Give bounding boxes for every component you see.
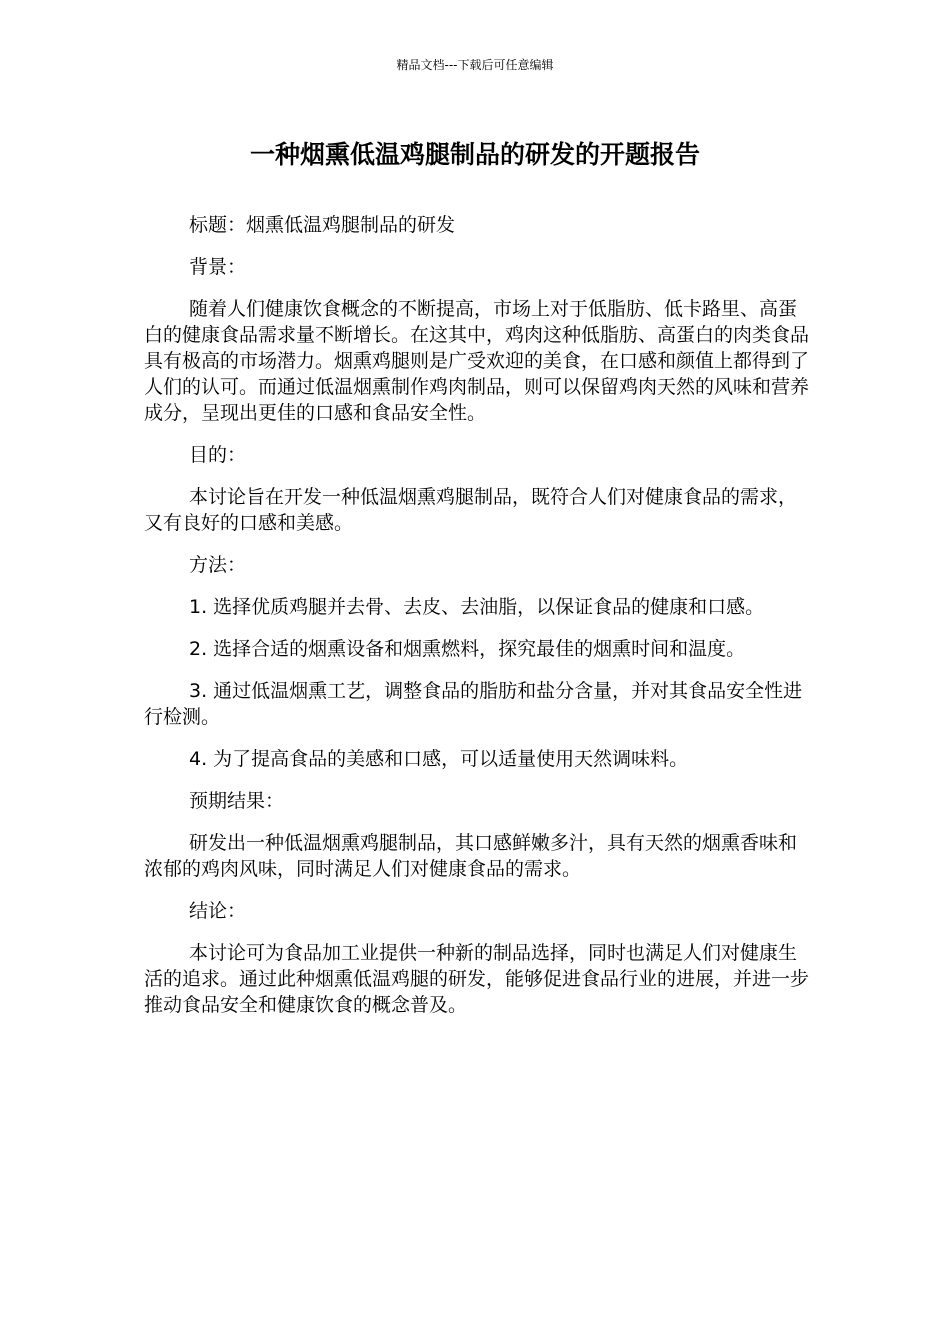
section-heading-method: 方法： xyxy=(189,554,247,576)
method-item-1: 1. 选择优质鸡腿并去骨、去皮、去油脂，以保证食品的健康和口感。 xyxy=(189,596,765,618)
header-note: 精品文档---下载后可任意编辑 xyxy=(396,58,554,72)
section-heading-background: 背景： xyxy=(189,256,247,278)
background-paragraph: 随着人们健康饮食概念的不断提高，市场上对于低脂肪、低卡路里、高蛋白的健康食品需求量不断增长。在这其中，鸡肉这种低脂肪、高蛋白的肉类食品具有极高的市场潜力。烟熏鸡腿则是广受欢迎的美食，在口感和颜值上都得到了人们的认可。而通过低温烟熏制作鸡肉制品，则可以保留鸡肉天然的风味和营养成分，呈现出更佳的口感和食品安全性。 xyxy=(144,298,810,424)
section-heading-conclusion: 结论： xyxy=(189,900,247,922)
purpose-paragraph: 本讨论旨在开发一种低温烟熏鸡腿制品，既符合人们对健康食品的需求，又有良好的口感和美感。 xyxy=(144,486,798,534)
method-item-2: 2. 选择合适的烟熏设备和烟熏燃料，探究最佳的烟熏时间和温度。 xyxy=(189,638,746,660)
title-line: 标题：烟熏低温鸡腿制品的研发 xyxy=(189,214,456,236)
conclusion-paragraph: 本讨论可为食品加工业提供一种新的制品选择，同时也满足人们对健康生活的追求。通过此种烟熏低温鸡腿的研发，能够促进食品行业的进展，并进一步推动食品安全和健康饮食的概念普及。 xyxy=(144,942,810,1016)
document-title: 一种烟熏低温鸡腿制品的研发的开题报告 xyxy=(249,140,700,169)
section-heading-purpose: 目的： xyxy=(189,444,247,466)
expected-results-paragraph: 研发出一种低温烟熏鸡腿制品，其口感鲜嫩多汁，具有天然的烟熏香味和浓郁的鸡肉风味，同时满足人们对健康食品的需求。 xyxy=(144,832,798,880)
method-item-3: 3. 通过低温烟熏工艺，调整食品的脂肪和盐分含量，并对其食品安全性进行检测。 xyxy=(144,680,803,728)
document-body xyxy=(144,212,809,1034)
section-heading-expected-results: 预期结果： xyxy=(189,790,285,812)
method-item-4: 4. 为了提高食品的美感和口感，可以适量使用天然调味料。 xyxy=(189,748,689,770)
